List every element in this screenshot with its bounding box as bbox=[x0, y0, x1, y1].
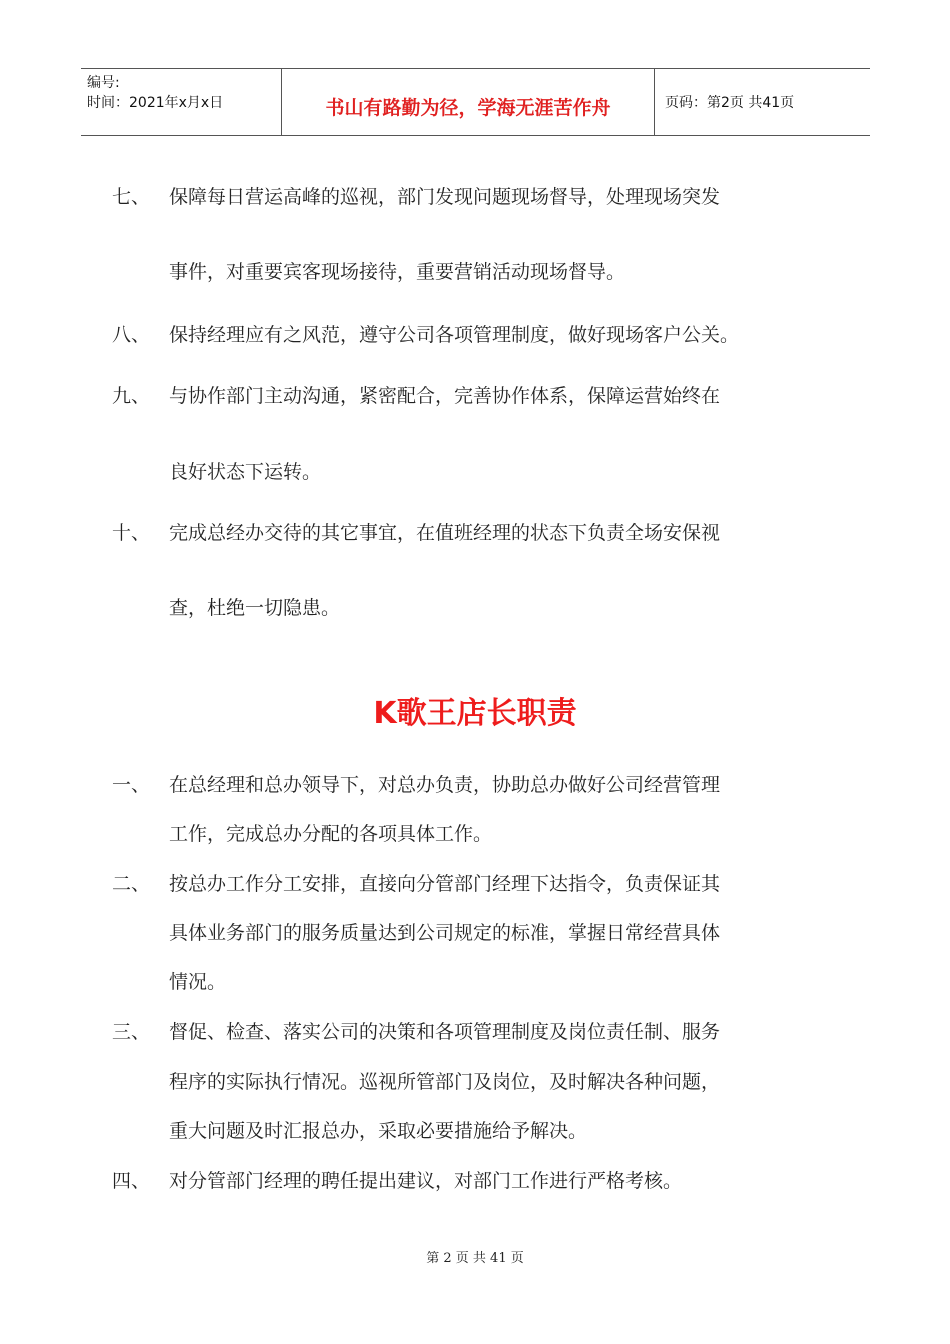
item-number: 十、 bbox=[112, 522, 151, 544]
item-number: 四、 bbox=[112, 1170, 151, 1192]
item-line: 重大问题及时汇报总办，采取必要措施给予解决。 bbox=[169, 1120, 588, 1142]
item-number: 一、 bbox=[112, 774, 151, 796]
date-label: 时间：2021年x月x日 bbox=[87, 95, 224, 111]
page-header bbox=[81, 68, 870, 136]
item-line: 对分管部门经理的聘任提出建议，对部门工作进行严格考核。 bbox=[169, 1170, 683, 1192]
item-number: 九、 bbox=[112, 385, 151, 407]
section-title: K歌王店长职责 bbox=[373, 696, 577, 731]
header-info-cell bbox=[81, 69, 282, 135]
item-number: 七、 bbox=[112, 186, 151, 208]
item-number: 三、 bbox=[112, 1021, 151, 1043]
item-line: 程序的实际执行情况。巡视所管部门及岗位，及时解决各种问题， bbox=[169, 1071, 721, 1093]
item-line: 具体业务部门的服务质量达到公司规定的标准，掌握日常经营具体 bbox=[169, 922, 721, 944]
item-line: 保持经理应有之风范，遵守公司各项管理制度，做好现场客户公关。 bbox=[169, 324, 740, 346]
item-line: 事件，对重要宾客现场接待，重要营销活动现场督导。 bbox=[169, 261, 626, 283]
item-line: 保障每日营运高峰的巡视，部门发现问题现场督导，处理现场突发 bbox=[169, 186, 721, 208]
header-motto: 书山有路勤为径，学海无涯苦作舟 bbox=[282, 69, 655, 135]
doc-number-label: 编号: bbox=[87, 75, 120, 91]
item-line: 查，杜绝一切隐患。 bbox=[169, 597, 341, 619]
header-page-code: 页码：第2页 共41页 bbox=[665, 95, 795, 111]
item-line: 在总经理和总办领导下，对总办负责，协助总办做好公司经营管理 bbox=[169, 774, 721, 796]
item-line: 督促、检查、落实公司的决策和各项管理制度及岗位责任制、服务 bbox=[169, 1021, 721, 1043]
item-line: 良好状态下运转。 bbox=[169, 461, 322, 483]
item-line: 完成总经办交待的其它事宜，在值班经理的状态下负责全场安保视 bbox=[169, 522, 721, 544]
item-number: 二、 bbox=[112, 873, 151, 895]
item-number: 八、 bbox=[112, 324, 151, 346]
item-line: 工作，完成总办分配的各项具体工作。 bbox=[169, 823, 493, 845]
item-line: 按总办工作分工安排，直接向分管部门经理下达指令，负责保证其 bbox=[169, 873, 721, 895]
item-line: 情况。 bbox=[169, 971, 227, 993]
page-footer: 第 2 页 共 41 页 bbox=[426, 1251, 524, 1266]
item-line: 与协作部门主动沟通，紧密配合，完善协作体系，保障运营始终在 bbox=[169, 385, 721, 407]
